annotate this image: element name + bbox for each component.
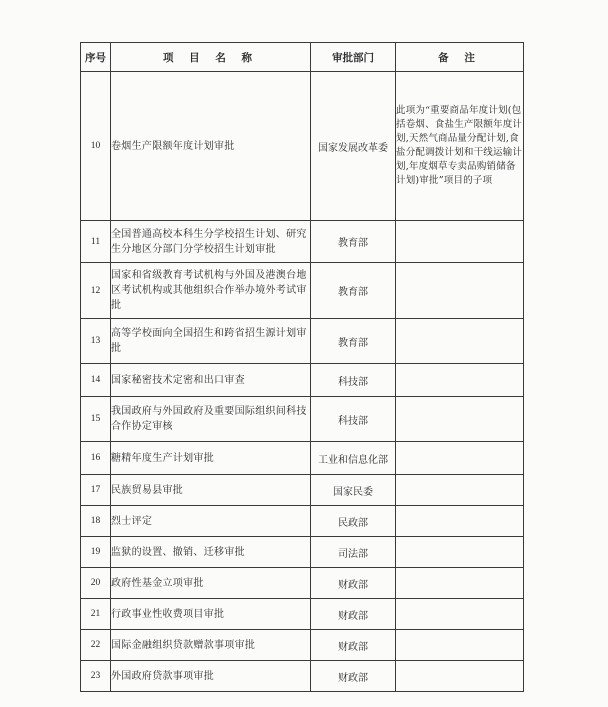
row-item-name: 民族贸易县审批 [111, 475, 311, 506]
row-remarks [396, 475, 524, 506]
row-item-name: 全国普通高校本科生分学校招生计划、研究生分地区分部门分学校招生计划审批 [111, 221, 311, 263]
row-seq: 14 [81, 364, 111, 397]
row-approval-dept: 财政部 [311, 599, 396, 630]
row-item-name: 糖精年度生产计划审批 [111, 442, 311, 475]
row-approval-dept: 教育部 [311, 263, 396, 319]
approval-items-table [80, 42, 524, 692]
table-row [81, 537, 524, 568]
row-approval-dept: 财政部 [311, 630, 396, 661]
row-seq: 17 [81, 475, 111, 506]
table-row [81, 397, 524, 442]
row-seq: 16 [81, 442, 111, 475]
table-row [81, 263, 524, 319]
table-row [81, 475, 524, 506]
row-approval-dept: 教育部 [311, 221, 396, 263]
row-seq: 19 [81, 537, 111, 568]
row-remarks [396, 506, 524, 537]
table-row [81, 661, 524, 692]
table-row [81, 630, 524, 661]
row-remarks [396, 537, 524, 568]
row-remarks [396, 221, 524, 263]
row-remarks: 此项为“重要商品年度计划(包括卷烟、食盐生产限额年度计划,天然气商品量分配计划,食盐分配调拨计划和干线运输计划,年度烟草专卖品购销储备计划)审批”项目的子项 [396, 72, 524, 221]
table-row [81, 72, 524, 221]
row-approval-dept: 工业和信息化部 [311, 442, 396, 475]
table-row [81, 568, 524, 599]
header-item-name: 项 目 名 称 [111, 43, 311, 72]
row-seq: 23 [81, 661, 111, 692]
row-seq: 20 [81, 568, 111, 599]
table-row [81, 506, 524, 537]
row-remarks [396, 630, 524, 661]
row-item-name: 国家秘密技术定密和出口审查 [111, 364, 311, 397]
table-row [81, 442, 524, 475]
row-item-name: 卷烟生产限额年度计划审批 [111, 72, 311, 221]
row-seq: 21 [81, 599, 111, 630]
row-item-name: 监狱的设置、撤销、迁移审批 [111, 537, 311, 568]
row-remarks [396, 364, 524, 397]
row-approval-dept: 教育部 [311, 319, 396, 364]
row-seq: 18 [81, 506, 111, 537]
row-item-name: 政府性基金立项审批 [111, 568, 311, 599]
row-item-name: 国家和省级教育考试机构与外国及港澳台地区考试机构或其他组织合作举办境外考试审批 [111, 263, 311, 319]
row-seq: 10 [81, 72, 111, 221]
row-remarks [396, 661, 524, 692]
row-remarks [396, 442, 524, 475]
row-item-name: 高等学校面向全国招生和跨省招生源计划审批 [111, 319, 311, 364]
table-header-row [81, 43, 524, 72]
row-seq: 22 [81, 630, 111, 661]
row-seq: 13 [81, 319, 111, 364]
table-row [81, 364, 524, 397]
row-approval-dept: 科技部 [311, 397, 396, 442]
header-remarks: 备 注 [396, 43, 524, 72]
row-seq: 11 [81, 221, 111, 263]
row-approval-dept: 科技部 [311, 364, 396, 397]
row-approval-dept: 司法部 [311, 537, 396, 568]
row-approval-dept: 民政部 [311, 506, 396, 537]
row-remarks [396, 568, 524, 599]
header-approval-dept: 审批部门 [311, 43, 396, 72]
row-approval-dept: 财政部 [311, 568, 396, 599]
row-remarks [396, 599, 524, 630]
row-approval-dept: 财政部 [311, 661, 396, 692]
row-remarks [396, 319, 524, 364]
row-item-name: 我国政府与外国政府及重要国际组织间科技合作协定审核 [111, 397, 311, 442]
header-seq: 序号 [81, 43, 111, 72]
row-item-name: 烈士评定 [111, 506, 311, 537]
row-item-name: 国际金融组织贷款赠款事项审批 [111, 630, 311, 661]
row-seq: 15 [81, 397, 111, 442]
table-row [81, 221, 524, 263]
row-remarks [396, 397, 524, 442]
row-seq: 12 [81, 263, 111, 319]
row-item-name: 行政事业性收费项目审批 [111, 599, 311, 630]
row-item-name: 外国政府贷款事项审批 [111, 661, 311, 692]
row-remarks [396, 263, 524, 319]
row-approval-dept: 国家民委 [311, 475, 396, 506]
table-row [81, 319, 524, 364]
row-approval-dept: 国家发展改革委 [311, 72, 396, 221]
table-row [81, 599, 524, 630]
